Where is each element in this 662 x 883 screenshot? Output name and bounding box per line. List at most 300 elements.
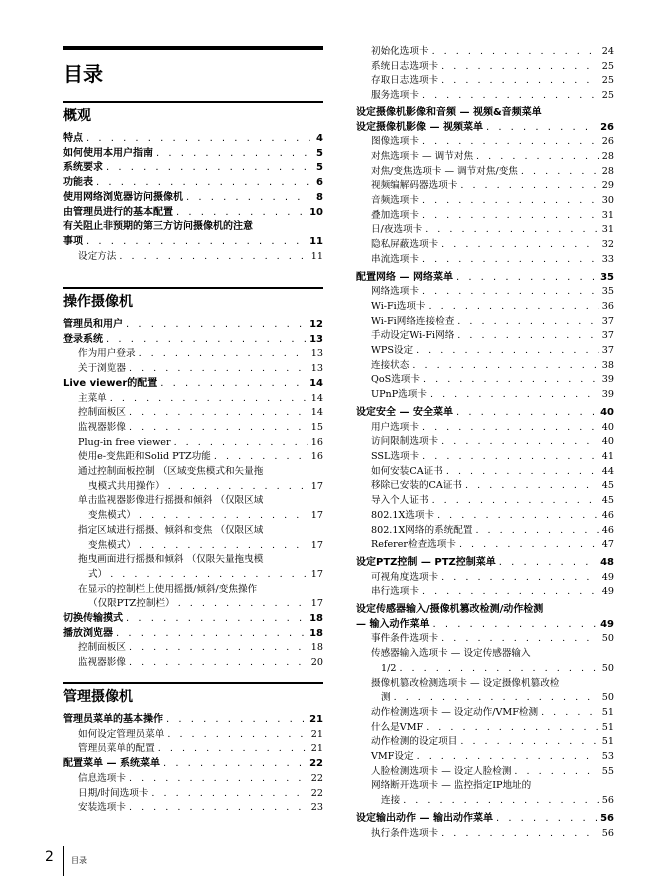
dot-leader [412,359,598,374]
toc-page-number: 50 [601,633,614,645]
toc-entry[interactable] [356,765,614,780]
dot-leader [139,347,308,362]
toc-entry[interactable] [356,45,614,60]
toc-page-number: 48 [600,556,614,568]
toc-entry[interactable] [63,728,323,743]
toc-page-number: 38 [601,359,614,371]
toc-entry[interactable] [356,223,614,238]
toc-page-number: 47 [601,539,614,551]
toc-entry[interactable] [356,285,614,300]
toc-page-number: 14 [310,407,323,419]
dot-leader [110,568,308,583]
toc-entry-text: 1/2 [381,662,397,674]
toc-entry[interactable] [356,585,614,600]
dot-leader [106,161,310,176]
toc-entry[interactable] [63,132,323,147]
toc-entry[interactable] [356,179,614,194]
dot-leader [129,362,308,377]
toc-entry[interactable] [356,794,614,809]
toc-entry-text: 关于浏览器 [78,363,126,375]
dot-leader [126,318,306,333]
dot-leader [110,392,308,407]
toc-entry[interactable] [63,392,323,407]
toc-entry-text: 设定传感器输入/摄像机篡改检测/动作检测 [356,604,544,616]
dot-leader [441,74,599,89]
toc-entry[interactable] [356,812,614,827]
toc-entry-text: 指定区域进行摇摄、倾斜和变焦 （仅限区域 [78,524,264,536]
toc-entry[interactable] [63,318,323,333]
toc-page-number: 35 [600,271,614,283]
dot-leader [423,373,599,388]
toc-entry[interactable] [356,735,614,750]
toc-page-number: 50 [601,662,614,674]
dot-leader [441,571,599,586]
dot-leader [116,627,306,642]
toc-entry[interactable] [356,194,614,209]
toc-page-number: 17 [310,568,323,580]
toc-entry-text: 串流选项卡 [371,253,419,265]
toc-entry[interactable] [356,538,614,553]
toc-page-number: 31 [601,224,614,236]
dot-leader [163,757,306,772]
toc-entry-text: QoS选项卡 [371,374,420,386]
toc-entry[interactable] [63,235,323,250]
toc-entry-text: 初始化选项卡 [371,46,429,57]
dot-leader [426,721,599,736]
toc-entry-text: 手动设定Wi-Fi网络 [371,330,455,342]
toc-entry-text: 管理员菜单的基本操作 [63,714,163,725]
toc-entry-text: 对焦选项卡 — 调节对焦 [371,150,474,162]
toc-entry[interactable] [356,556,614,571]
toc-entry-text: 网络断开选项卡 — 监控指定IP地址的 [371,780,532,792]
dot-leader [129,406,308,421]
toc-entry-text: WPS设定 [371,345,414,357]
toc-page-number: 18 [309,613,323,625]
toc-entry-text: 设定摄像机影像和音频 — 视频&音频菜单 [356,106,542,118]
toc-entry-text: 存取日志选项卡 [371,75,439,87]
toc-page-number: 28 [601,165,614,177]
dot-leader [456,406,597,421]
dot-leader [486,121,597,136]
toc-page-number: 17 [310,539,323,551]
toc-entry[interactable] [356,344,614,359]
toc-entry[interactable] [356,721,614,736]
toc-entry[interactable] [356,135,614,150]
dot-leader [422,253,599,268]
toc-entry-text: SSL选项卡 [371,450,420,462]
toc-entry-text: 如何安装CA证书 [371,465,443,477]
toc-page-number: 16 [310,436,323,448]
toc-entry[interactable] [356,121,614,136]
toc-page-number: 49 [600,618,614,630]
dot-leader [129,421,308,436]
toc-entry[interactable] [356,706,614,721]
toc-page-number: 17 [310,598,323,610]
toc-page-number: 50 [601,692,614,704]
dot-leader [139,539,308,554]
toc-entry-text: 登录系统 [63,333,103,345]
dot-leader [129,641,308,656]
toc-page-number: 23 [310,802,323,814]
toc-entry-text: 执行条件选项卡 [371,827,439,839]
toc-page-number: 35 [601,286,614,298]
toc-entry-text: 图像选项卡 [371,136,419,148]
toc-page-number: 22 [310,772,323,784]
toc-page-number: 56 [601,795,614,807]
toc-entry-text: Wi-Fi选项卡 [371,300,426,312]
toc-entry[interactable] [63,742,323,757]
toc-section-overview [63,101,323,264]
toc-page-number: 11 [309,235,323,247]
dot-leader [460,179,598,194]
toc-entry-text: 事项 [63,235,83,247]
toc-right-column [356,45,614,841]
dot-leader [422,285,599,300]
toc-page-number: 37 [601,315,614,327]
toc-section-administration [63,682,323,816]
toc-entry[interactable] [63,347,323,362]
dot-leader [441,238,599,253]
toc-entry[interactable] [356,315,614,330]
toc-entry-text: 隐私屏蔽选项卡 [371,239,439,251]
toc-entry-text: 设定PTZ控制 — PTZ控制菜单 [356,556,496,568]
dot-leader [476,150,599,165]
dot-leader [460,735,598,750]
toc-entry[interactable] [356,421,614,436]
toc-entry-text: 传感器输入选项卡 — 设定传感器输入 [371,648,531,660]
toc-page-number: 51 [601,721,614,733]
section-title: 概观 [63,108,91,124]
dot-leader [429,300,599,315]
toc-entry-text: 802.1X网络的系统配置 [371,524,473,536]
toc-entry-text: 曳模式共用操作） [88,480,165,492]
toc-page-number: 31 [601,209,614,221]
toc-entry-text: （仅限PTZ控制栏） [88,598,175,610]
toc-entry[interactable] [63,509,323,524]
dot-leader [167,728,307,743]
dot-leader [129,772,308,787]
dot-leader [459,538,599,553]
toc-entry[interactable] [63,250,323,265]
toc-page-number: 46 [601,509,614,521]
toc-entry[interactable] [63,656,323,671]
toc-entry[interactable] [356,509,614,524]
toc-entry[interactable] [63,612,323,627]
toc-page-number: 11 [310,250,323,262]
toc-entry-text: Plug-in free viewer [78,436,171,448]
toc-entry-text: 配置网络 — 网络菜单 [356,271,453,283]
toc-entry-text: 如何设定管理员菜单 [78,728,165,740]
toc-entry-text: 在显示的控制栏上使用摇摄/倾斜/变焦操作 [78,583,258,595]
dot-leader [158,742,308,757]
dot-leader [416,344,599,359]
dot-leader [160,377,306,392]
toc-entry-text: UPnP选项卡 [371,389,427,401]
toc-entry[interactable] [63,568,323,583]
dot-leader [430,388,599,403]
dot-leader [441,435,599,450]
toc-page-number: 45 [601,495,614,507]
toc-entry-text: 音频选项卡 [371,195,419,207]
toc-page-number: 14 [310,392,323,404]
toc-entry-text: 测 [381,692,391,704]
toc-page-number: 40 [601,421,614,433]
dot-leader [514,765,598,780]
toc-entry[interactable] [356,662,614,677]
toc-entry-text: 通过控制面板控制 （区域变焦模式和矢量拖 [78,466,264,478]
toc-entry-text: 单击监视器影像进行摇摄和倾斜 （仅限区域 [78,495,264,507]
toc-page-number: 16 [310,451,323,463]
dot-leader [456,271,597,286]
toc-entry[interactable] [356,106,614,121]
toc-entry[interactable] [356,74,614,89]
toc-entry[interactable] [63,480,323,495]
toc-page-number: 12 [309,319,323,330]
toc-entry[interactable] [63,406,323,421]
toc-entry[interactable] [356,750,614,765]
toc-entry[interactable] [356,494,614,509]
toc-page-number: 37 [601,330,614,342]
toc-entry[interactable] [63,176,323,191]
toc-entry[interactable] [63,333,323,348]
toc-entry[interactable] [356,209,614,224]
toc-page-number: 18 [310,642,323,654]
toc-entry[interactable] [356,450,614,465]
dot-leader [151,787,307,802]
dot-leader [422,194,599,209]
toc-page-number: 18 [309,627,323,639]
dot-leader [446,465,599,480]
toc-entry[interactable] [63,147,323,162]
toc-entry[interactable] [356,827,614,842]
toc-entry-text: 作为用户登录 [78,348,136,360]
dot-leader [425,223,599,238]
toc-page-number: 53 [601,751,614,763]
dot-leader [432,45,599,60]
toc-entry[interactable] [63,161,323,176]
section-rule [63,101,323,103]
toc-page-number: 13 [309,333,323,345]
toc-entry-text: 可视角度选项卡 [371,571,439,583]
toc-entry[interactable] [356,150,614,165]
dot-leader [96,176,310,191]
toc-entry-text: 控制面板区 [78,407,126,419]
dot-leader [139,509,308,524]
toc-entry[interactable] [356,691,614,706]
toc-entry-text: 拖曳画面进行摇摄和倾斜 （仅限矢量拖曳模 [78,554,264,566]
toc-entry[interactable] [63,597,323,612]
toc-entry-text: 信息选项卡 [78,772,126,784]
toc-entry-text: 设定方法 [78,250,117,262]
toc-entry[interactable] [356,253,614,268]
toc-entry-text: 主菜单 [78,392,107,404]
dot-leader [457,329,598,344]
toc-entry-text: 移除已安装的CA证书 [371,480,463,492]
toc-page-number: 13 [310,348,323,360]
dot-leader [399,662,598,677]
toc-page-number: 45 [601,480,614,492]
toc-entry[interactable] [63,757,323,772]
toc-entry[interactable] [63,772,323,787]
section-title: 操作摄像机 [63,294,133,310]
toc-entry[interactable] [63,206,323,221]
dot-leader [86,235,306,250]
toc-entry[interactable] [356,271,614,286]
toc-page-number: 21 [310,728,323,740]
toc-entry-text: 视频编解码器选项卡 [371,180,458,192]
toc-entry[interactable] [356,435,614,450]
toc-entry[interactable] [356,359,614,374]
toc-entry[interactable] [63,362,323,377]
toc-entry-text: 802.1X选项卡 [371,509,435,521]
toc-page-number: 13 [310,363,323,375]
dot-leader [475,524,598,539]
toc-entry-text: 人脸检测选项卡 — 设定人脸检测 [371,765,512,777]
toc-entry-text: 用户选项卡 [371,421,419,433]
toc-page-number: 49 [601,571,614,583]
toc-entry-text: 动作检测选项卡 — 设定动作/VMF检测 [371,706,539,718]
toc-entry-text: 系统日志选项卡 [371,60,439,72]
toc-entry-text: VMF设定 [371,751,414,763]
dot-leader [521,165,599,180]
toc-entry-text: 监视器影像 [78,657,126,669]
toc-entry-text: 访问限制选项卡 [371,436,439,448]
dot-leader [126,612,306,627]
toc-page-number: 40 [600,406,614,418]
toc-page-number: 17 [310,510,323,522]
dot-leader [129,656,308,671]
dot-leader [214,450,308,465]
toc-entry-text: 控制面板区 [78,642,126,654]
dot-leader [541,706,599,721]
toc-page-number: 33 [601,253,614,265]
dot-leader [432,618,597,633]
toc-page-number: 14 [309,377,323,389]
toc-page-number: 51 [601,706,614,718]
toc-entry[interactable] [63,787,323,802]
toc-entry[interactable] [356,571,614,586]
dot-leader [178,597,308,612]
toc-entry[interactable] [356,388,614,403]
toc-entry-text: Wi-Fi网络连接检查 [371,315,455,327]
dot-leader [422,585,599,600]
toc-page-number: 10 [309,206,323,218]
dot-leader [441,632,599,647]
footer-divider [63,846,64,876]
toc-page-number: 24 [601,46,614,57]
page-title: 目录 [63,62,103,86]
toc-entry-text: 监视器影像 [78,421,126,433]
dot-leader [422,421,599,436]
toc-page-number: 29 [601,180,614,192]
toc-entry[interactable] [356,479,614,494]
toc-entry[interactable] [356,89,614,104]
toc-page-number: 25 [601,75,614,87]
toc-entry-text: 日期/时间选项卡 [78,787,149,799]
toc-entry-text: Referer检查选项卡 [371,539,456,551]
toc-entry[interactable] [356,300,614,315]
dot-leader [496,812,597,827]
toc-entry[interactable] [63,191,323,206]
toc-section-operation [63,287,323,671]
toc-entry-text: 管理员和用户 [63,319,123,330]
toc-entry-text: 安装选项卡 [78,802,126,814]
toc-entry-text: 设定摄像机影像 — 视频菜单 [356,121,483,133]
toc-page-number: 32 [601,239,614,251]
toc-entry[interactable] [356,329,614,344]
toc-entry[interactable] [356,632,614,647]
toc-entry-text: 什么是VMF [371,721,424,733]
toc-entry[interactable] [63,801,323,816]
toc-page-number: 37 [601,345,614,357]
dot-leader [394,691,599,706]
toc-entry-text: 服务选项卡 [371,90,419,102]
toc-entry-text: — 输入动作菜单 [356,618,430,630]
toc-entry[interactable] [63,713,323,728]
toc-page-number: 5 [316,147,323,159]
toc-entry[interactable] [63,436,323,451]
toc-entry-text: 日/夜选项卡 [371,224,423,236]
dot-leader [106,333,306,348]
toc-page-number: 25 [601,90,614,102]
toc-page-number: 22 [310,787,323,799]
toc-page-number: 40 [601,436,614,448]
toc-page-number: 4 [316,133,323,144]
dot-leader [441,827,599,842]
toc-page-number: 26 [601,136,614,148]
toc-entry[interactable] [356,618,614,633]
toc-page-number: 36 [601,300,614,312]
title-rule [63,46,323,50]
dot-leader [499,556,597,571]
section-rule [63,682,323,684]
toc-page-number: 8 [316,191,323,203]
toc-entry[interactable] [356,465,614,480]
toc-entry-text: 特点 [63,133,83,144]
toc-entry[interactable] [63,539,323,554]
toc-page-number: 6 [316,177,323,189]
toc-entry-text: 设定输出动作 — 输出动作菜单 [356,812,493,824]
toc-entry[interactable] [63,641,323,656]
toc-entry[interactable] [356,524,614,539]
toc-entry-text: 串行选项卡 [371,586,419,598]
toc-page-number: 26 [600,121,614,133]
toc-entry[interactable] [63,421,323,436]
toc-entry[interactable] [356,238,614,253]
toc-entry[interactable] [356,406,614,421]
dot-leader [186,191,310,206]
toc-page-number: 20 [310,657,323,669]
toc-entry[interactable] [63,377,323,392]
toc-entry-text: 导入个人证书 [371,495,429,507]
toc-page-number: 44 [601,465,614,477]
footer-label: 目录 [71,856,87,865]
dot-leader [437,509,599,524]
toc-entry[interactable] [356,373,614,388]
toc-entry[interactable] [63,450,323,465]
toc-page-number: 25 [601,60,614,72]
toc-entry[interactable] [356,165,614,180]
toc-entry[interactable] [63,627,323,642]
toc-entry[interactable] [356,60,614,75]
toc-entry-text: 配置菜单 — 系统菜单 [63,758,160,770]
dot-leader [457,315,598,330]
toc-page-number: 55 [601,765,614,777]
page-number: 2 [45,849,54,865]
toc-page-number: 49 [601,586,614,598]
toc-entry-text: 切换传输摸式 [63,613,123,625]
dot-leader [174,436,308,451]
